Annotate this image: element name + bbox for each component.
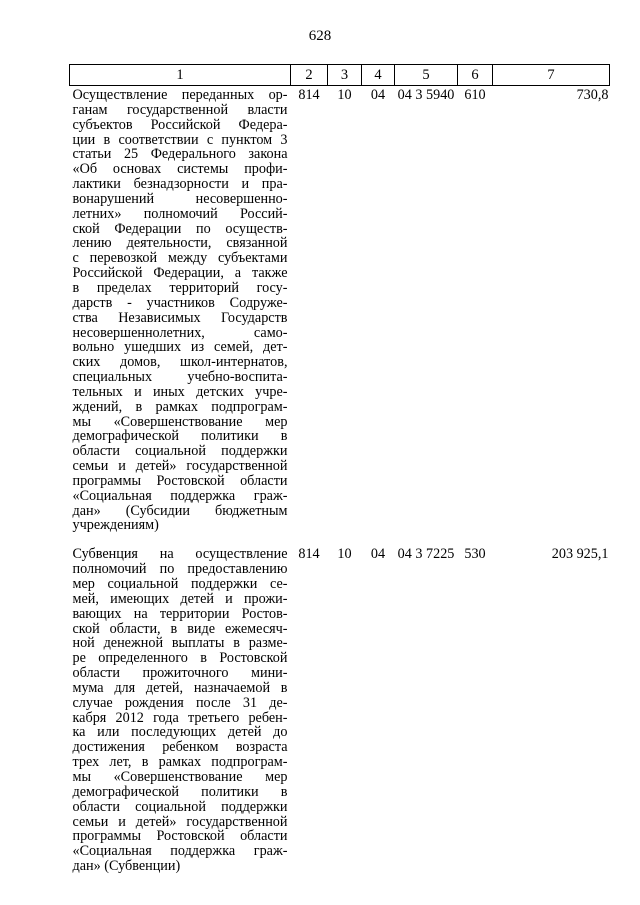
- description-line: случае рождения после 31 де-: [72, 694, 288, 711]
- header-col-1: 1: [70, 65, 291, 86]
- description-line: трех лет, в рамках подпрограм-: [72, 754, 288, 771]
- description-line: Осуществление переданных ор-: [72, 87, 288, 103]
- description-line: мей, имеющих детей и прожи-: [72, 590, 288, 607]
- target-article-code: 04 3 5940: [397, 87, 455, 103]
- description-line: программы Ростовской области: [72, 828, 288, 845]
- description-line: области социальной поддержки: [72, 443, 288, 460]
- description-line: вольно ушедших из семей, дет-: [72, 339, 288, 356]
- amount-value: 730,8: [576, 87, 609, 103]
- row-description: [70, 547, 291, 874]
- header-row: [70, 65, 610, 86]
- description-line: мер социальной поддержки се-: [72, 576, 288, 592]
- description-line: субъектов Российской Федера-: [72, 116, 288, 133]
- target-article-code: 04 3 7225: [397, 546, 455, 563]
- header-col-3: 3: [328, 65, 362, 86]
- table-row: [70, 86, 610, 548]
- description-line: семьи и детей» государственной: [72, 813, 288, 830]
- description-line: ре определенного в Ростовской: [72, 650, 288, 667]
- description-line: вающих на территории Ростов-: [72, 605, 288, 622]
- description-line: дан» (Субсидии бюджетным: [72, 502, 288, 519]
- description-line: программы Ростовской области: [72, 472, 288, 489]
- description-line: ной денежной выплаты в разме-: [72, 635, 288, 652]
- description-line: учреждениям): [72, 517, 159, 534]
- description-line: Субвенция на осуществление: [72, 546, 288, 563]
- description-line: Российской Федерации, а также: [72, 265, 288, 282]
- header-col-2: 2: [291, 65, 328, 86]
- description-line: ской области, в виде ежемесяч-: [72, 620, 288, 637]
- description-line: статьи 25 Федерального закона: [72, 146, 288, 163]
- description-line: полномочий по предоставлению: [72, 561, 288, 578]
- description-line: ждений, в рамках подпрограм-: [72, 398, 288, 415]
- description-line: мы «Совершенствование мер: [72, 768, 288, 785]
- description-line: лактики безнадзорности и пра-: [72, 176, 288, 193]
- description-line: дарств - участников Содруже-: [72, 294, 288, 311]
- description-line: «Об основах системы профи-: [72, 161, 288, 178]
- budget-table: [69, 64, 610, 874]
- description-line: тельных и иных детских учре-: [72, 383, 288, 400]
- header-col-5: 5: [395, 65, 458, 86]
- description-line: демографической политики в: [72, 783, 288, 800]
- description-line: семьи и детей» государственной: [72, 458, 288, 475]
- expense-type-code: 530: [464, 546, 486, 563]
- description-line: ции в соответствии с пунктом 3: [72, 131, 288, 148]
- subsection-code: 04: [370, 87, 386, 103]
- description-line: кабря 2012 года третьего ребен-: [72, 709, 288, 726]
- description-line: достижения ребенком возраста: [72, 739, 288, 756]
- header-col-6: 6: [458, 65, 493, 86]
- description-line: лению деятельности, связанной: [72, 235, 288, 252]
- header-col-4: 4: [362, 65, 395, 86]
- subsection-code: 04: [370, 546, 386, 563]
- description-line: «Социальная поддержка граж-: [72, 843, 288, 860]
- description-line: дан» (Субвенции): [72, 858, 181, 875]
- ministry-code: 814: [298, 87, 320, 103]
- description-line: ства Независимых Государств: [72, 309, 288, 326]
- description-line: демографической политики в: [72, 428, 288, 445]
- header-col-7: 7: [493, 65, 610, 86]
- section-code: 10: [337, 87, 352, 103]
- page-number: 628: [308, 28, 332, 44]
- description-line: ских домов, школ-интернатов,: [72, 354, 288, 371]
- description-line: в пределах территорий госу-: [72, 279, 288, 296]
- description-line: области социальной поддержки: [72, 798, 288, 815]
- description-line: ской Федерации по осуществ-: [72, 220, 288, 237]
- expense-type-code: 610: [464, 87, 486, 103]
- description-line: несовершеннолетних, само-: [72, 324, 288, 341]
- row-description: [70, 86, 291, 548]
- description-line: летних» полномочий Россий-: [72, 205, 288, 222]
- description-line: «Социальная поддержка граж-: [72, 487, 288, 504]
- description-line: с перевозкой между субъектами: [72, 250, 288, 267]
- description-line: ка или последующих детей до: [72, 724, 288, 741]
- ministry-code: 814: [298, 546, 320, 563]
- description-line: вонарушений несовершенно-: [72, 190, 288, 207]
- amount-value: 203 925,1: [551, 546, 609, 563]
- section-code: 10: [337, 546, 352, 563]
- description-line: ганам государственной власти: [72, 101, 288, 118]
- description-line: мума для детей, назначаемой в: [72, 679, 288, 696]
- table-row: [70, 547, 610, 874]
- description-line: специальных учебно-воспита-: [72, 369, 288, 386]
- description-line: мы «Совершенствование мер: [72, 413, 288, 430]
- description-line: области прожиточного мини-: [72, 665, 288, 682]
